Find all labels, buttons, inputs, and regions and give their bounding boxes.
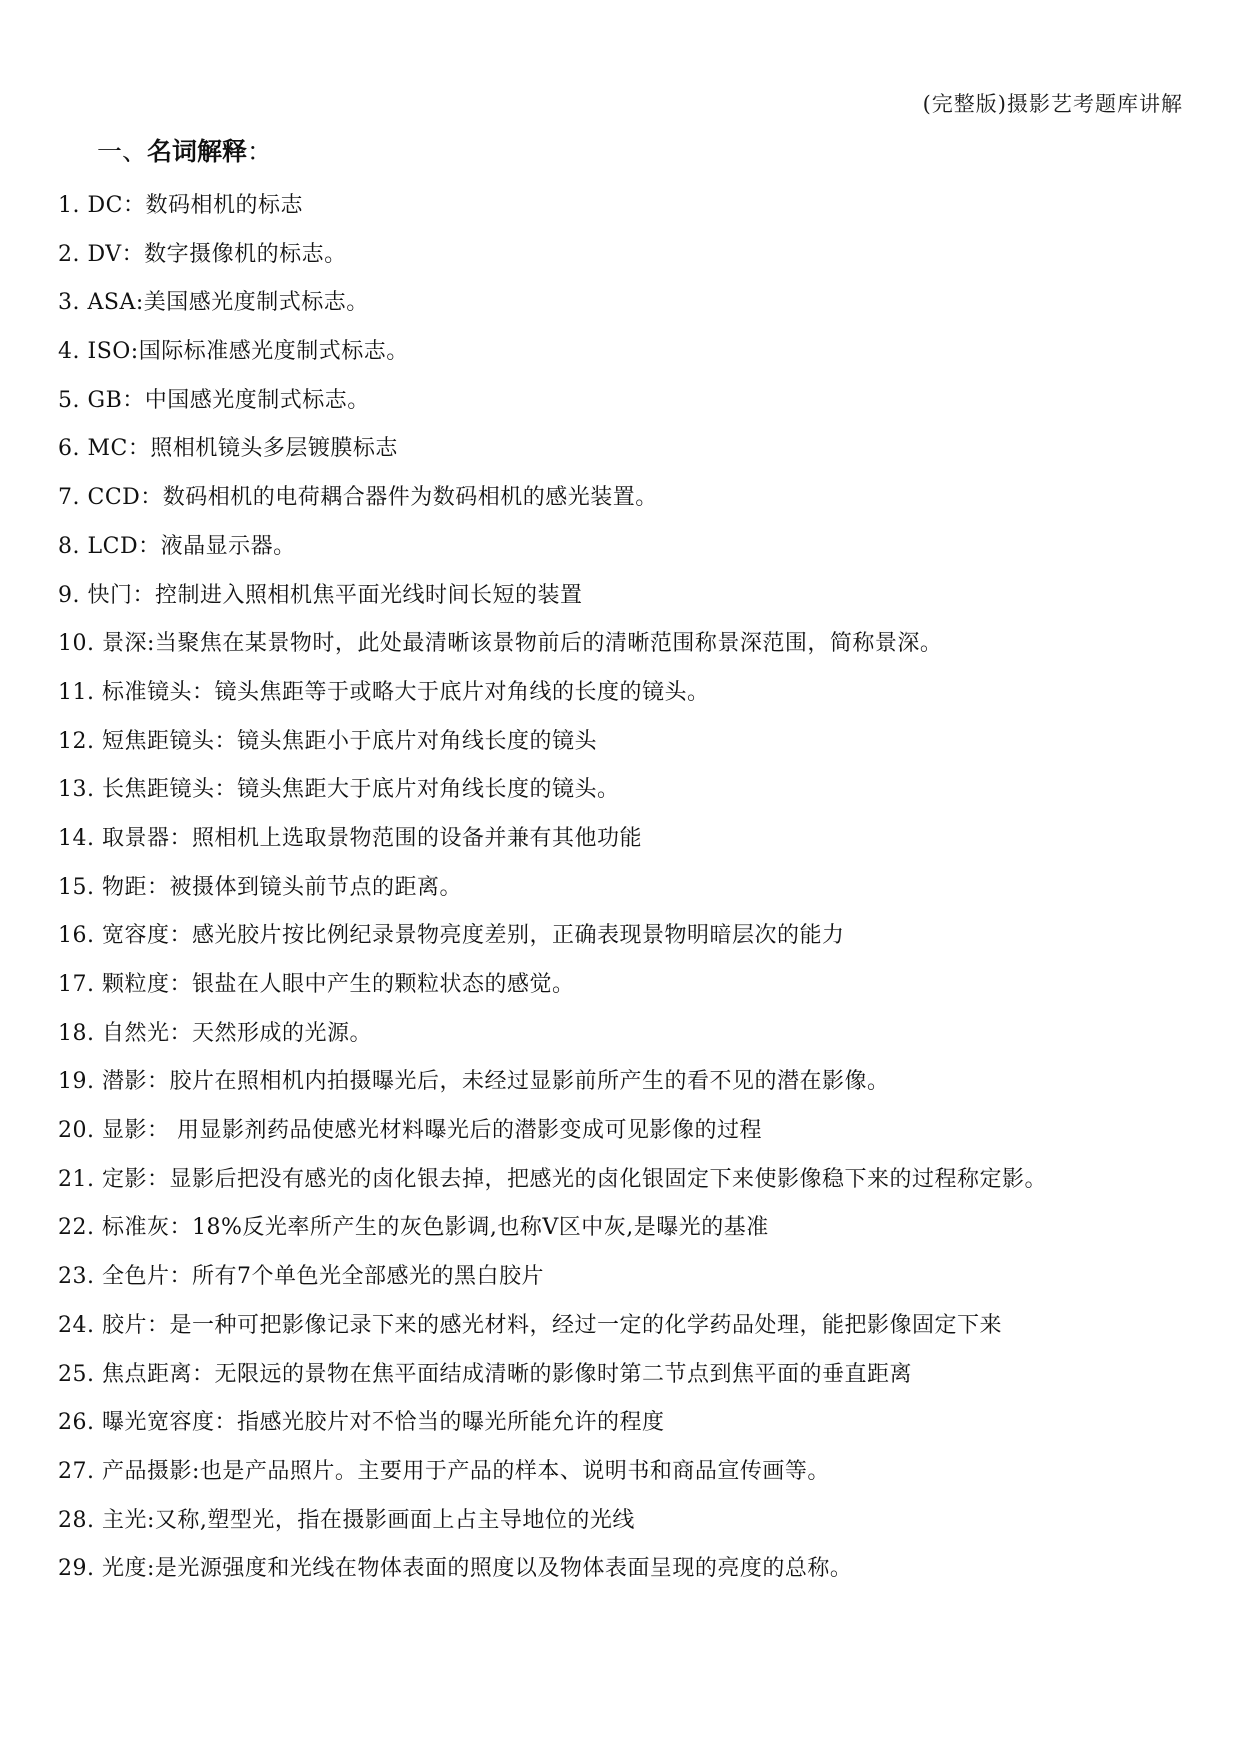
list-item bbox=[58, 1253, 1208, 1302]
list-item bbox=[58, 474, 1208, 523]
list-item bbox=[58, 182, 1208, 231]
list-item-text: 物距：被摄体到镜头前节点的距离。 bbox=[102, 874, 463, 900]
list-item-number: 9. bbox=[58, 582, 80, 608]
list-item bbox=[58, 1448, 1208, 1497]
list-item-number: 24. bbox=[58, 1312, 95, 1338]
list-item-text: 短焦距镜头：镜头焦距小于底片对角线长度的镜头 bbox=[102, 728, 598, 754]
list-item bbox=[58, 377, 1208, 426]
list-item bbox=[58, 1156, 1208, 1205]
list-item-number: 18. bbox=[58, 1020, 95, 1046]
list-item-number: 3. bbox=[58, 290, 80, 316]
list-item bbox=[58, 912, 1208, 961]
list-item-number: 2. bbox=[58, 241, 80, 267]
section-title bbox=[97, 132, 272, 168]
list-item-number: 6. bbox=[58, 436, 80, 462]
list-item-number: 8. bbox=[58, 533, 80, 559]
list-item-number: 26. bbox=[58, 1410, 95, 1436]
list-item bbox=[58, 718, 1208, 767]
list-item-text: 宽容度：感光胶片按比例纪录景物亮度差别，正确表现景物明暗层次的能力 bbox=[102, 923, 845, 949]
list-item-text: 潜影：胶片在照相机内拍摄曝光后，未经过显影前所产生的看不见的潜在影像。 bbox=[102, 1069, 890, 1095]
list-item-text: ISO:国际标准感光度制式标志。 bbox=[87, 339, 409, 365]
list-item-text: GB：中国感光度制式标志。 bbox=[87, 387, 370, 413]
list-item-text: 景深:当聚焦在某景物时，此处最清晰该景物前后的清晰范围称景深范围，简称景深。 bbox=[102, 631, 943, 657]
list-item-number: 4. bbox=[58, 339, 80, 365]
list-item bbox=[58, 425, 1208, 474]
list-item bbox=[58, 1010, 1208, 1059]
list-item-number: 20. bbox=[58, 1118, 95, 1144]
list-item-number: 21. bbox=[58, 1166, 95, 1192]
list-item-text: 主光:又称,塑型光，指在摄影画面上占主导地位的光线 bbox=[102, 1507, 635, 1533]
section-prefix: 一、 bbox=[97, 137, 148, 166]
section-title-text: 名词解释 bbox=[147, 137, 248, 166]
list-item-text: 标准灰：18%反光率所产生的灰色影调,也称Ⅴ区中灰,是曝光的基准 bbox=[102, 1215, 769, 1241]
page-header: (完整版)摄影艺考题库讲解 bbox=[922, 92, 1183, 116]
list-item bbox=[58, 815, 1208, 864]
list-item bbox=[58, 572, 1208, 621]
list-item-number: 16. bbox=[58, 923, 95, 949]
list-item bbox=[58, 620, 1208, 669]
list-item bbox=[58, 1058, 1208, 1107]
list-item bbox=[58, 1107, 1208, 1156]
list-item-text: DV：数字摄像机的标志。 bbox=[87, 241, 347, 267]
list-item bbox=[58, 328, 1208, 377]
section-suffix: ： bbox=[247, 137, 273, 166]
list-item-text: CCD：数码相机的电荷耦合器件为数码相机的感光装置。 bbox=[87, 485, 658, 511]
list-item-number: 5. bbox=[58, 387, 80, 413]
list-item-number: 19. bbox=[58, 1069, 95, 1095]
list-item-text: 光度:是光源强度和光线在物体表面的照度以及物体表面呈现的亮度的总称。 bbox=[102, 1556, 853, 1582]
list-item bbox=[58, 864, 1208, 913]
list-item-number: 12. bbox=[58, 728, 95, 754]
list-item-number: 25. bbox=[58, 1361, 95, 1387]
list-item-number: 27. bbox=[58, 1458, 95, 1484]
list-item-text: LCD：液晶显示器。 bbox=[87, 533, 296, 559]
list-item-number: 7. bbox=[58, 485, 80, 511]
list-item bbox=[58, 1351, 1208, 1400]
list-item-text: 显影： 用显影剂药品使感光材料曝光后的潜影变成可见影像的过程 bbox=[102, 1118, 762, 1144]
list-item-text: 取景器：照相机上选取景物范围的设备并兼有其他功能 bbox=[102, 825, 643, 851]
list-item-number: 10. bbox=[58, 631, 95, 657]
list-item-text: 快门：控制进入照相机焦平面光线时间长短的装置 bbox=[87, 582, 583, 608]
list-item bbox=[58, 1545, 1208, 1594]
list-item-number: 15. bbox=[58, 874, 95, 900]
list-item-number: 22. bbox=[58, 1215, 95, 1241]
list-item-text: 定影：显影后把没有感光的卤化银去掉，把感光的卤化银固定下来使影像稳下来的过程称定影。 bbox=[102, 1166, 1048, 1192]
list-item bbox=[58, 766, 1208, 815]
list-item bbox=[58, 523, 1208, 572]
list-item-text: 标准镜头：镜头焦距等于或略大于底片对角线的长度的镜头。 bbox=[102, 679, 710, 705]
list-item-number: 11. bbox=[58, 679, 95, 705]
list-item-text: DC：数码相机的标志 bbox=[87, 193, 303, 218]
list-item-text: 全色片：所有7个单色光全部感光的黑白胶片 bbox=[102, 1264, 544, 1290]
list-item-number: 17. bbox=[58, 972, 95, 997]
list-item-number: 28. bbox=[58, 1507, 95, 1533]
list-item-text: 胶片：是一种可把影像记录下来的感光材料，经过一定的化学药品处理，能把影像固定下来 bbox=[102, 1312, 1003, 1338]
list-item-number: 14. bbox=[58, 825, 95, 851]
list-item bbox=[58, 961, 1208, 1010]
list-item-number: 13. bbox=[58, 777, 95, 803]
list-item bbox=[58, 279, 1208, 328]
list-item-text: 自然光：天然形成的光源。 bbox=[102, 1020, 373, 1046]
list-item-number: 23. bbox=[58, 1264, 95, 1290]
list-item-text: 曝光宽容度：指感光胶片对不恰当的曝光所能允许的程度 bbox=[102, 1410, 665, 1436]
list-item-text: 产品摄影:也是产品照片。主要用于产品的样本、说明书和商品宣传画等。 bbox=[102, 1458, 830, 1484]
list-item-text: 颗粒度：银盐在人眼中产生的颗粒状态的感觉。 bbox=[102, 972, 575, 997]
list-item-text: ASA:美国感光度制式标志。 bbox=[87, 290, 369, 316]
list-item-number: 1. bbox=[58, 193, 80, 218]
list-item bbox=[58, 669, 1208, 718]
term-list bbox=[58, 182, 1208, 1594]
list-item bbox=[58, 1302, 1208, 1351]
list-item bbox=[58, 231, 1208, 280]
list-item bbox=[58, 1204, 1208, 1253]
list-item-number: 29. bbox=[58, 1556, 95, 1582]
list-item bbox=[58, 1399, 1208, 1448]
list-item bbox=[58, 1497, 1208, 1546]
list-item-text: 焦点距离：无限远的景物在焦平面结成清晰的影像时第二节点到焦平面的垂直距离 bbox=[102, 1361, 913, 1387]
list-item-text: MC：照相机镜头多层镀膜标志 bbox=[87, 436, 398, 462]
list-item-text: 长焦距镜头：镜头焦距大于底片对角线长度的镜头。 bbox=[102, 777, 620, 803]
